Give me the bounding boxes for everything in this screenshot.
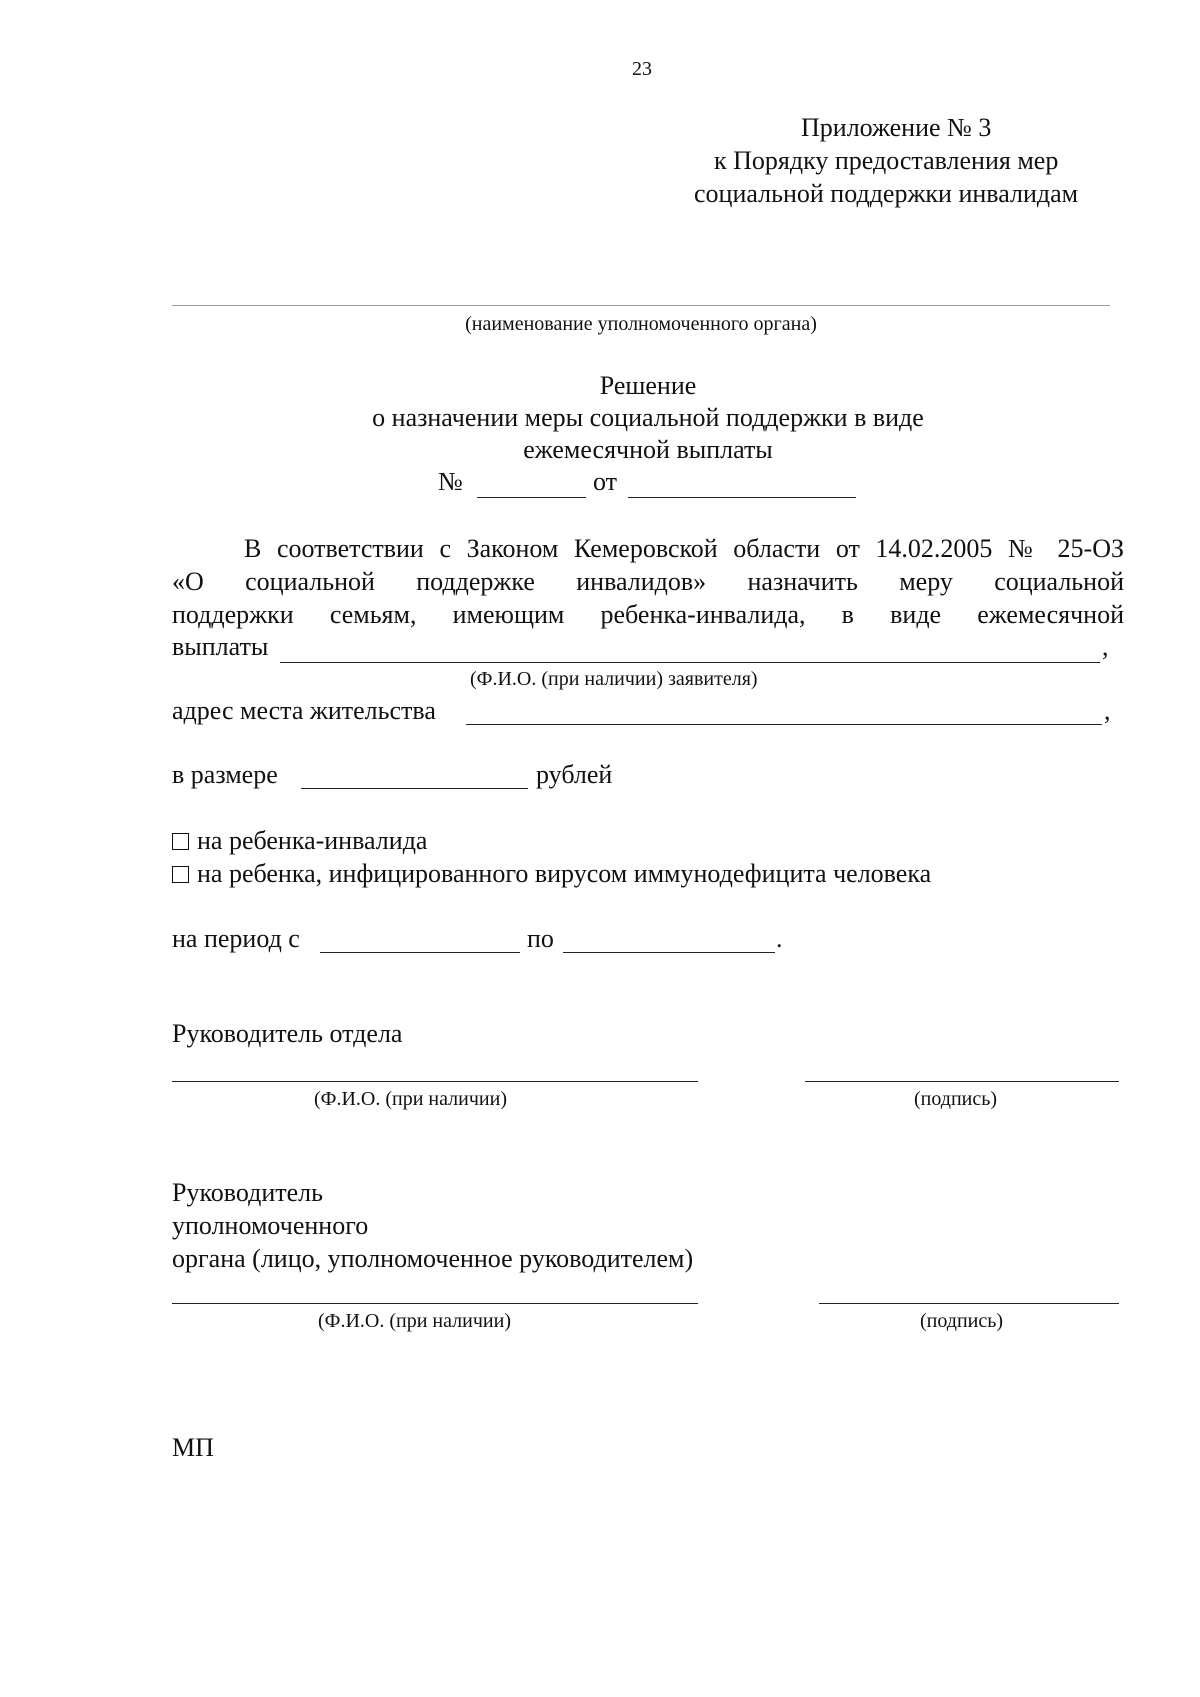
body-line-3: поддержки семьям, имеющим ребенка-инвалида, в виде ежемесячной [172,600,1124,629]
decision-subtitle-1: о назначении меры социальной поддержки в виде [372,403,924,432]
applicant-name-field[interactable] [280,662,1100,663]
address-field[interactable] [466,724,1102,725]
appendix-line-3: социальной поддержки инвалидам [694,179,1079,208]
organ-head-label-1: Руководитель [172,1178,323,1207]
decision-number-field[interactable] [477,497,586,498]
dept-head-label: Руководитель отдела [172,1019,403,1048]
dept-head-sign-caption: (подпись) [914,1088,998,1110]
period-from-label: на период с [172,924,300,953]
organ-head-sign-caption: (подпись) [920,1310,1004,1332]
appendix-line-2: к Порядку предоставления мер [714,146,1059,175]
body-line-1: В соответствии с Законом Кемеровской области от 14.02.2005 № 25-ОЗ [244,534,1124,563]
body-line-2: «О социальной поддержке инвалидов» назначить меру социальной [172,567,1124,596]
period-from-field[interactable] [320,952,520,953]
option-label: на ребенка, инфицированного вирусом иммунодефицита человека [197,859,932,888]
organ-name-line[interactable] [172,305,1110,306]
period-end-dot: . [776,924,783,953]
organ-head-fio-caption: (Ф.И.О. (при наличии) [318,1310,511,1332]
dept-head-fio-caption: (Ф.И.О. (при наличии) [314,1088,507,1110]
option-hiv-child[interactable] [172,858,931,890]
option-label: на ребенка-инвалида [197,826,428,855]
period-to-label: по [527,924,554,953]
stamp-label: МП [172,1433,214,1462]
page-number: 23 [632,58,652,80]
decision-number-label: № [438,467,463,496]
organ-head-label-3: органа (лицо, уполномоченное руководителем) [172,1244,694,1273]
decision-title: Решение [599,371,697,400]
decision-date-label: от [593,467,618,496]
address-label: адрес места жительства [172,696,436,725]
appendix-line-1: Приложение № 3 [801,113,992,142]
comma-2: , [1104,696,1111,725]
decision-subtitle-2: ежемесячной выплаты [523,435,773,464]
body-line-4: выплаты [172,632,269,661]
comma-1: , [1102,632,1109,661]
period-to-field[interactable] [563,952,775,953]
applicant-caption: (Ф.И.О. (при наличии) заявителя) [470,668,758,690]
amount-field[interactable] [301,788,528,789]
amount-unit: рублей [536,760,613,789]
decision-date-field[interactable] [628,497,856,498]
checkbox[interactable] [172,833,189,850]
organ-name-caption: (наименование уполномоченного органа) [465,313,817,335]
dept-head-sign-field[interactable] [805,1081,1119,1082]
dept-head-fio-field[interactable] [172,1081,698,1082]
organ-head-fio-field[interactable] [172,1303,698,1304]
amount-label: в размере [172,760,278,789]
option-disabled-child[interactable] [172,825,427,857]
checkbox[interactable] [172,866,189,883]
organ-head-label-2: уполномоченного [172,1211,369,1240]
organ-head-sign-field[interactable] [819,1303,1119,1304]
